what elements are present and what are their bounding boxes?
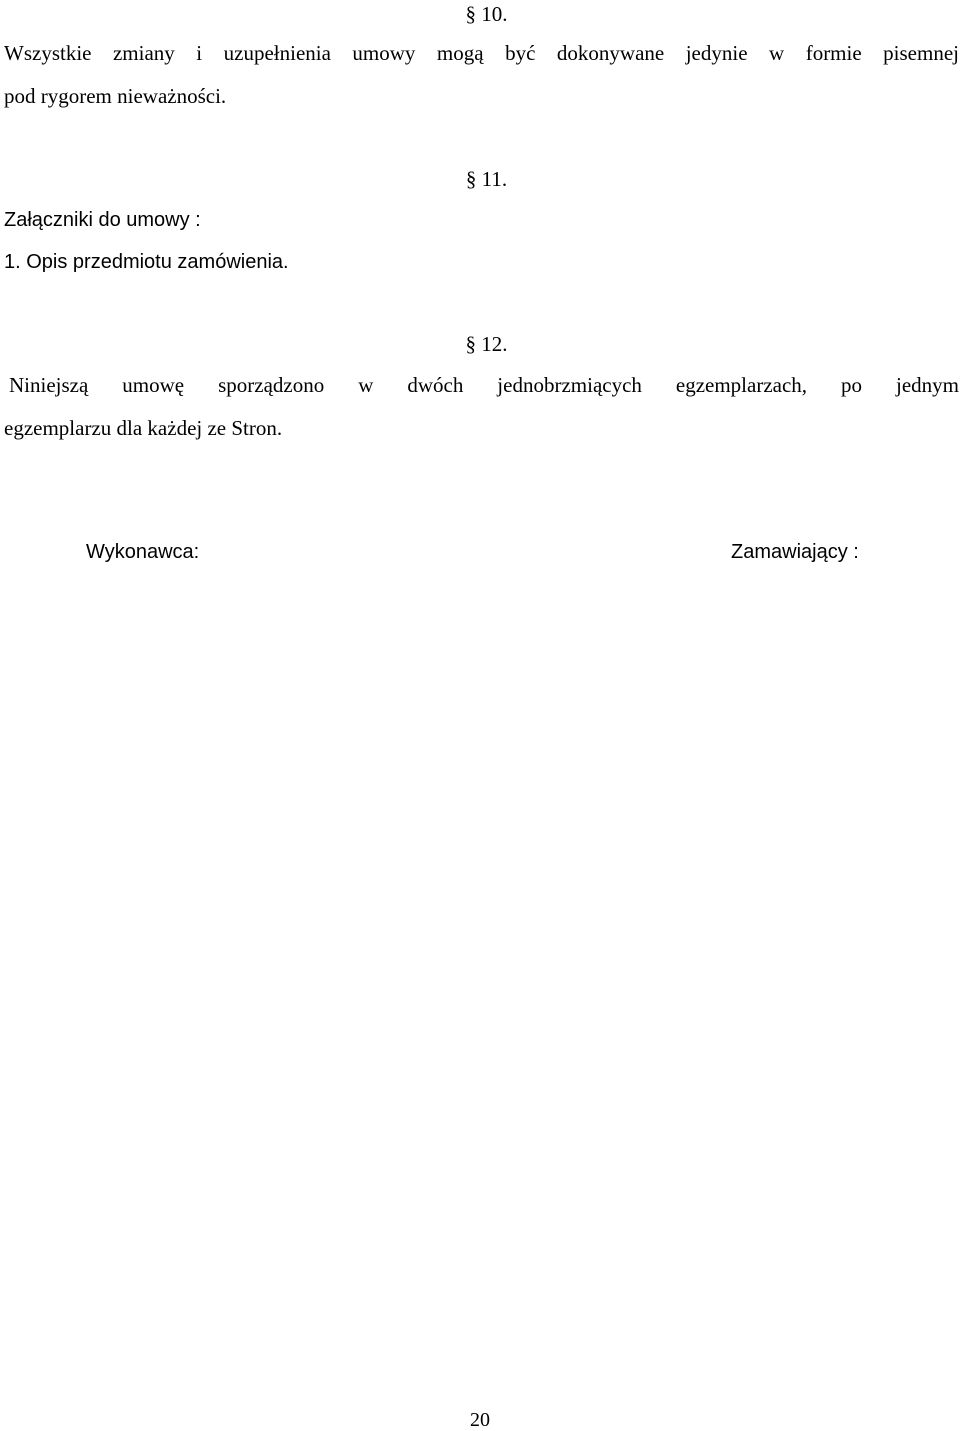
section-10-heading: § 10.: [465, 2, 508, 26]
section-10-line-2: pod rygorem nieważności.: [4, 84, 227, 108]
page-number: 20: [470, 1409, 490, 1431]
attachments-label: Załączniki do umowy :: [4, 209, 201, 231]
section-12-line-2: egzemplarzu dla każdej ze Stron.: [4, 416, 283, 440]
contractor-signature-label: Wykonawca:: [86, 541, 200, 563]
ordering-party-signature-label: Zamawiający :: [731, 541, 859, 563]
section-12-heading: § 12.: [465, 332, 508, 356]
section-11-heading: § 11.: [465, 167, 508, 191]
section-12-line-1: Niniejszą umowę sporządzono w dwóch jednobrzmiących egzemplarzach, po jednym: [9, 373, 959, 397]
section-10-line-1: Wszystkie zmiany i uzupełnienia umowy mogą być dokonywane jedynie w formie pisemnej: [4, 41, 959, 65]
attachment-item-1: 1. Opis przedmiotu zamówienia.: [4, 251, 289, 273]
